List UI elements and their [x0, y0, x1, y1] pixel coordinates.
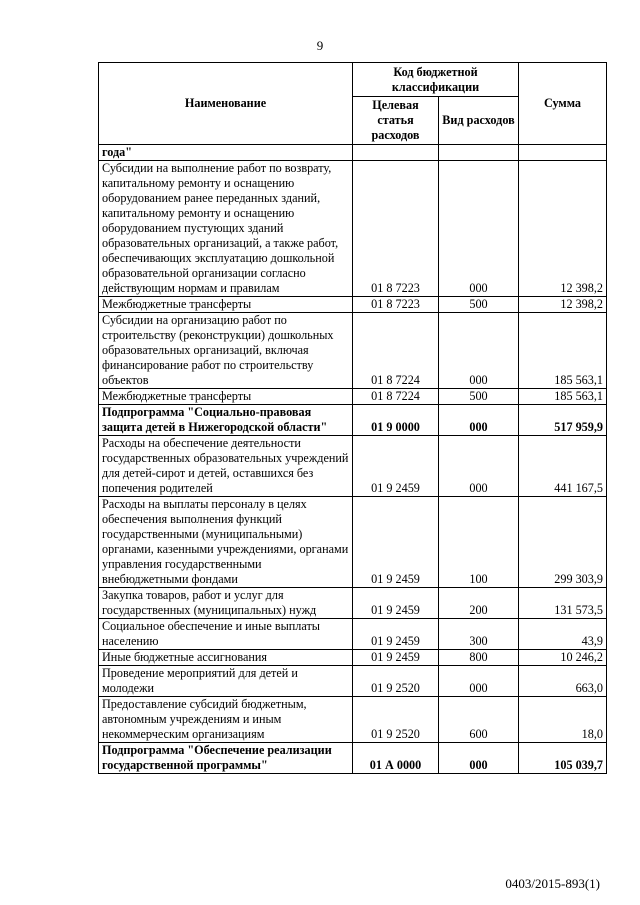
table-row: [99, 619, 607, 650]
row-target-code: 01 8 7224: [353, 313, 439, 389]
row-target-code: 01 9 2459: [353, 650, 439, 666]
row-expense-type: 600: [439, 697, 519, 743]
table-row: [99, 297, 607, 313]
table-row: [99, 389, 607, 405]
row-sum: 185 563,1: [519, 313, 607, 389]
row-sum: 517 959,9: [519, 405, 607, 436]
table-row: [99, 436, 607, 497]
row-expense-type: [439, 145, 519, 161]
row-expense-type: 000: [439, 405, 519, 436]
row-sum: 131 573,5: [519, 588, 607, 619]
row-name: Расходы на выплаты персоналу в целях обеспечения выполнения функций государственными (муниципальными) органами, казенными учреждениями, органами управления государственными внебюджетными фондами: [99, 497, 353, 588]
row-sum: 185 563,1: [519, 389, 607, 405]
row-expense-type: 000: [439, 161, 519, 297]
row-target-code: 01 9 2459: [353, 619, 439, 650]
row-name: Предоставление субсидий бюджетным, автономным учреждениям и иным некоммерческим организациям: [99, 697, 353, 743]
row-expense-type: 800: [439, 650, 519, 666]
table-row: [99, 697, 607, 743]
row-sum: 18,0: [519, 697, 607, 743]
row-target-code: 01 9 0000: [353, 405, 439, 436]
header-sum: Сумма: [519, 63, 607, 145]
row-expense-type: 000: [439, 436, 519, 497]
row-expense-type: 500: [439, 389, 519, 405]
row-target-code: 01 8 7223: [353, 297, 439, 313]
row-name: Субсидии на выполнение работ по возврату, капитальному ремонту и оснащению оборудованием ранее переданных зданий, капитальному ремонту и оснащению оборудованием пустующих зданий образовательных организаций, а также работ, обеспечивающих эксплуатацию дошкольной образовательной организации согласно действующим нормам и правилам: [99, 161, 353, 297]
table-row: [99, 666, 607, 697]
row-expense-type: 000: [439, 743, 519, 774]
row-target-code: [353, 145, 439, 161]
budget-table: [98, 62, 607, 774]
row-sum: 12 398,2: [519, 161, 607, 297]
row-name: Иные бюджетные ассигнования: [99, 650, 353, 666]
table-row: [99, 313, 607, 389]
row-expense-type: 100: [439, 497, 519, 588]
row-sum: 10 246,2: [519, 650, 607, 666]
row-name: Расходы на обеспечение деятельности государственных образовательных учреждений для детей-сирот и детей, оставшихся без попечения родителей: [99, 436, 353, 497]
row-target-code: 01 А 0000: [353, 743, 439, 774]
table-row: [99, 650, 607, 666]
row-name: Закупка товаров, работ и услуг для государственных (муниципальных) нужд: [99, 588, 353, 619]
header-name: Наименование: [99, 63, 353, 145]
row-sum: 299 303,9: [519, 497, 607, 588]
table-row: [99, 588, 607, 619]
row-name: Межбюджетные трансферты: [99, 389, 353, 405]
header-expense-type: Вид расходов: [439, 97, 519, 145]
row-expense-type: 200: [439, 588, 519, 619]
row-sum: 441 167,5: [519, 436, 607, 497]
table-row: [99, 743, 607, 774]
row-expense-type: 000: [439, 666, 519, 697]
row-target-code: 01 9 2520: [353, 697, 439, 743]
row-target-code: 01 9 2520: [353, 666, 439, 697]
row-sum: [519, 145, 607, 161]
row-expense-type: 000: [439, 313, 519, 389]
row-name: Межбюджетные трансферты: [99, 297, 353, 313]
row-name: года": [99, 145, 353, 161]
row-name: Социальное обеспечение и иные выплаты населению: [99, 619, 353, 650]
table-row: [99, 145, 607, 161]
row-target-code: 01 9 2459: [353, 497, 439, 588]
row-name: Подпрограмма "Социально-правовая защита детей в Нижегородской области": [99, 405, 353, 436]
row-sum: 43,9: [519, 619, 607, 650]
header-target-article: Целевая статья расходов: [353, 97, 439, 145]
row-target-code: 01 9 2459: [353, 588, 439, 619]
table-body: [99, 145, 607, 774]
row-target-code: 01 8 7224: [353, 389, 439, 405]
row-name: Субсидии на организацию работ по строительству (реконструкции) дошкольных образовательных организаций, включая финансирование работ по строительству объектов: [99, 313, 353, 389]
table-row: [99, 161, 607, 297]
row-sum: 105 039,7: [519, 743, 607, 774]
table-row: [99, 405, 607, 436]
page-number: 9: [316, 38, 324, 53]
row-expense-type: 300: [439, 619, 519, 650]
row-target-code: 01 8 7223: [353, 161, 439, 297]
table-row: [99, 497, 607, 588]
row-name: Проведение мероприятий для детей и молодежи: [99, 666, 353, 697]
row-expense-type: 500: [439, 297, 519, 313]
row-sum: 12 398,2: [519, 297, 607, 313]
document-code: 0403/2015-893(1): [505, 876, 600, 891]
row-target-code: 01 9 2459: [353, 436, 439, 497]
header-budget-code: Код бюджетной классификации: [353, 63, 519, 97]
row-name: Подпрограмма "Обеспечение реализации государственной программы": [99, 743, 353, 774]
row-sum: 663,0: [519, 666, 607, 697]
